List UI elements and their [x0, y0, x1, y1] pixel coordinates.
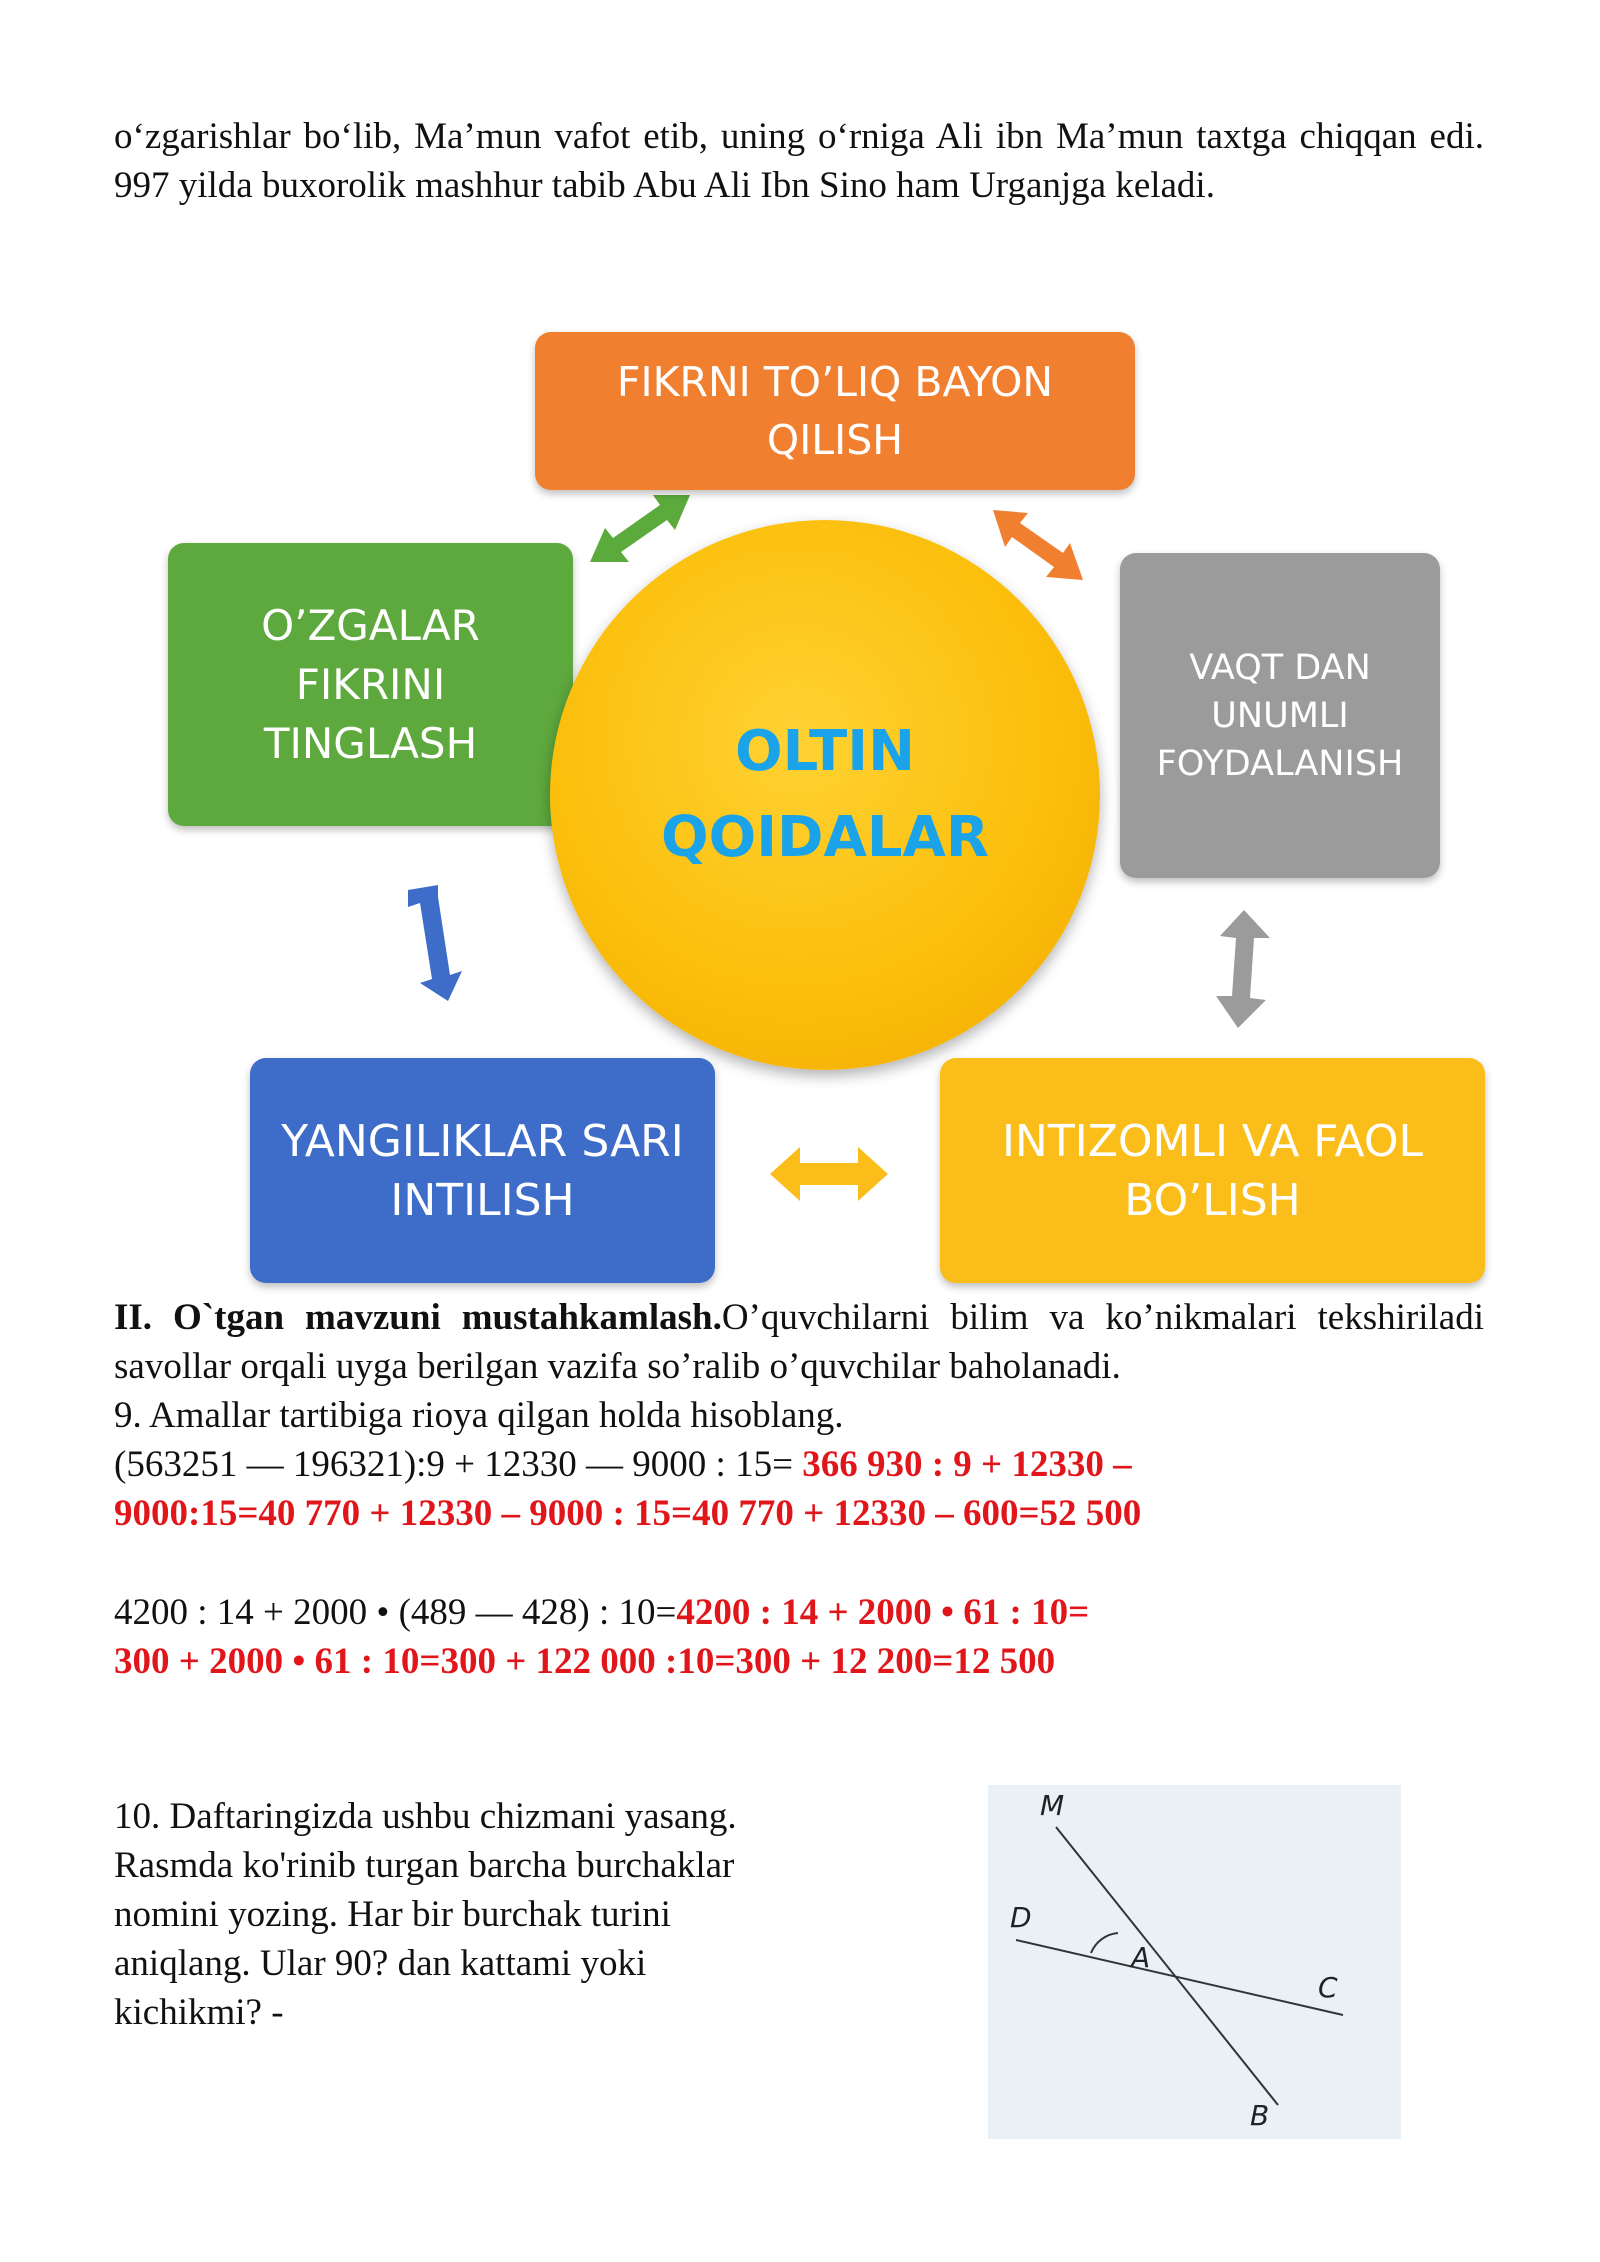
label-m: M: [1040, 1789, 1065, 1822]
example2-solution-a: 4200 : 14 + 2000 • 61 : 10=: [676, 1592, 1090, 1633]
box-right-line1: VAQT DAN: [1189, 647, 1371, 688]
line-mb: [1056, 1827, 1278, 2105]
example2-expression: 4200 : 14 + 2000 • (489 — 428) : 10=: [114, 1592, 677, 1633]
box-left-line3: TINGLASH: [263, 719, 478, 768]
task10-line1: 10. Daftaringizda ushbu chizmani yasang.: [114, 1796, 737, 1837]
label-a: A: [1131, 1941, 1151, 1974]
arrow-orange: [988, 505, 1088, 585]
task9-title: 9. Amallar tartibiga rioya qilgan holda hisoblang.: [114, 1395, 844, 1436]
center-title-line2: QOIDALAR: [660, 805, 989, 870]
box-top-line2: QILISH: [766, 416, 904, 464]
box-right-line3: FOYDALANISH: [1156, 743, 1404, 784]
arrow-green: [585, 490, 695, 570]
box-left-tinglash: [168, 543, 573, 826]
box-br-line1: INTIZOMLI VA FAOL: [1001, 1115, 1424, 1167]
label-c: C: [1318, 1971, 1338, 2004]
arrow-yellow: [770, 1145, 888, 1203]
intro-paragraph: o‘zgarishlar bo‘lib, Ma’mun vafot etib, uning o‘rniga Ali ibn Ma’mun taxtga chiqqan edi. 997 yilda buxorolik mashhur tabib Abu Ali Ibn Sino ham Urganjga keladi.: [114, 116, 1484, 206]
box-bottom-left-yangiliklar: [250, 1058, 715, 1283]
label-d: D: [1010, 1901, 1032, 1934]
example2-solution-b: 300 + 2000 • 61 : 10=300 + 122 000 :10=300 + 12 200=12 500: [114, 1641, 1056, 1682]
center-circle: [550, 520, 1100, 1070]
box-top-line1: FIKRNI TO’LIQ BAYON: [616, 358, 1054, 406]
box-left-line1: O’ZGALAR: [261, 601, 480, 650]
section2-text: O’quvchilarni bilim va ko’nikmalari tekshiriladi savollar orqali uyga berilgan vazifa so’ralib o’quvchilar baholanadi.: [114, 1297, 1484, 1387]
box-br-line2: BO’LISH: [1124, 1174, 1301, 1226]
box-top-fikrni: [535, 332, 1135, 490]
task10-line2: Rasmda ko'rinib turgan barcha burchaklar: [114, 1845, 735, 1886]
task10-text: [114, 1792, 874, 2037]
center-title-line1: OLTIN: [735, 719, 915, 784]
arrow-blue: [398, 885, 468, 1003]
box-left-line2: FIKRINI: [295, 660, 446, 709]
box-right-vaqt: [1120, 553, 1440, 878]
section2-heading: II. O`tgan mavzuni mustahkamlash.: [114, 1297, 722, 1338]
example2-line1: [114, 1588, 1089, 1637]
task10-line4: aniqlang. Ular 90? dan kattami yoki: [114, 1943, 647, 1984]
example1-solution-a: 366 930 : 9 + 12330 –: [802, 1444, 1132, 1485]
angle-figure-svg: [988, 1785, 1401, 2139]
box-bottom-right-intizomli: [940, 1058, 1485, 1283]
label-b: B: [1250, 2099, 1270, 2132]
example1-solution-b: 9000:15=40 770 + 12330 – 9000 : 15=40 770 + 12330 – 600=52 500: [114, 1493, 1142, 1534]
box-bl-line2: INTILISH: [390, 1174, 575, 1226]
example1-line1: [114, 1440, 1132, 1489]
task10-line3: nomini yozing. Har bir burchak turini: [114, 1894, 671, 1935]
box-bl-line1: YANGILIKLAR SARI: [281, 1115, 684, 1167]
arrow-gray: [1210, 910, 1276, 1028]
example1-expression: (563251 — 196321):9 + 12330 — 9000 : 15=: [114, 1444, 803, 1485]
task10-line5: kichikmi? -: [114, 1992, 284, 2033]
angle-arc: [1091, 1933, 1118, 1953]
line-dc: [1016, 1940, 1343, 2015]
angle-figure: [988, 1785, 1401, 2139]
box-right-line2: UNUMLI: [1211, 695, 1349, 736]
section2-paragraph: [114, 1293, 1484, 1391]
